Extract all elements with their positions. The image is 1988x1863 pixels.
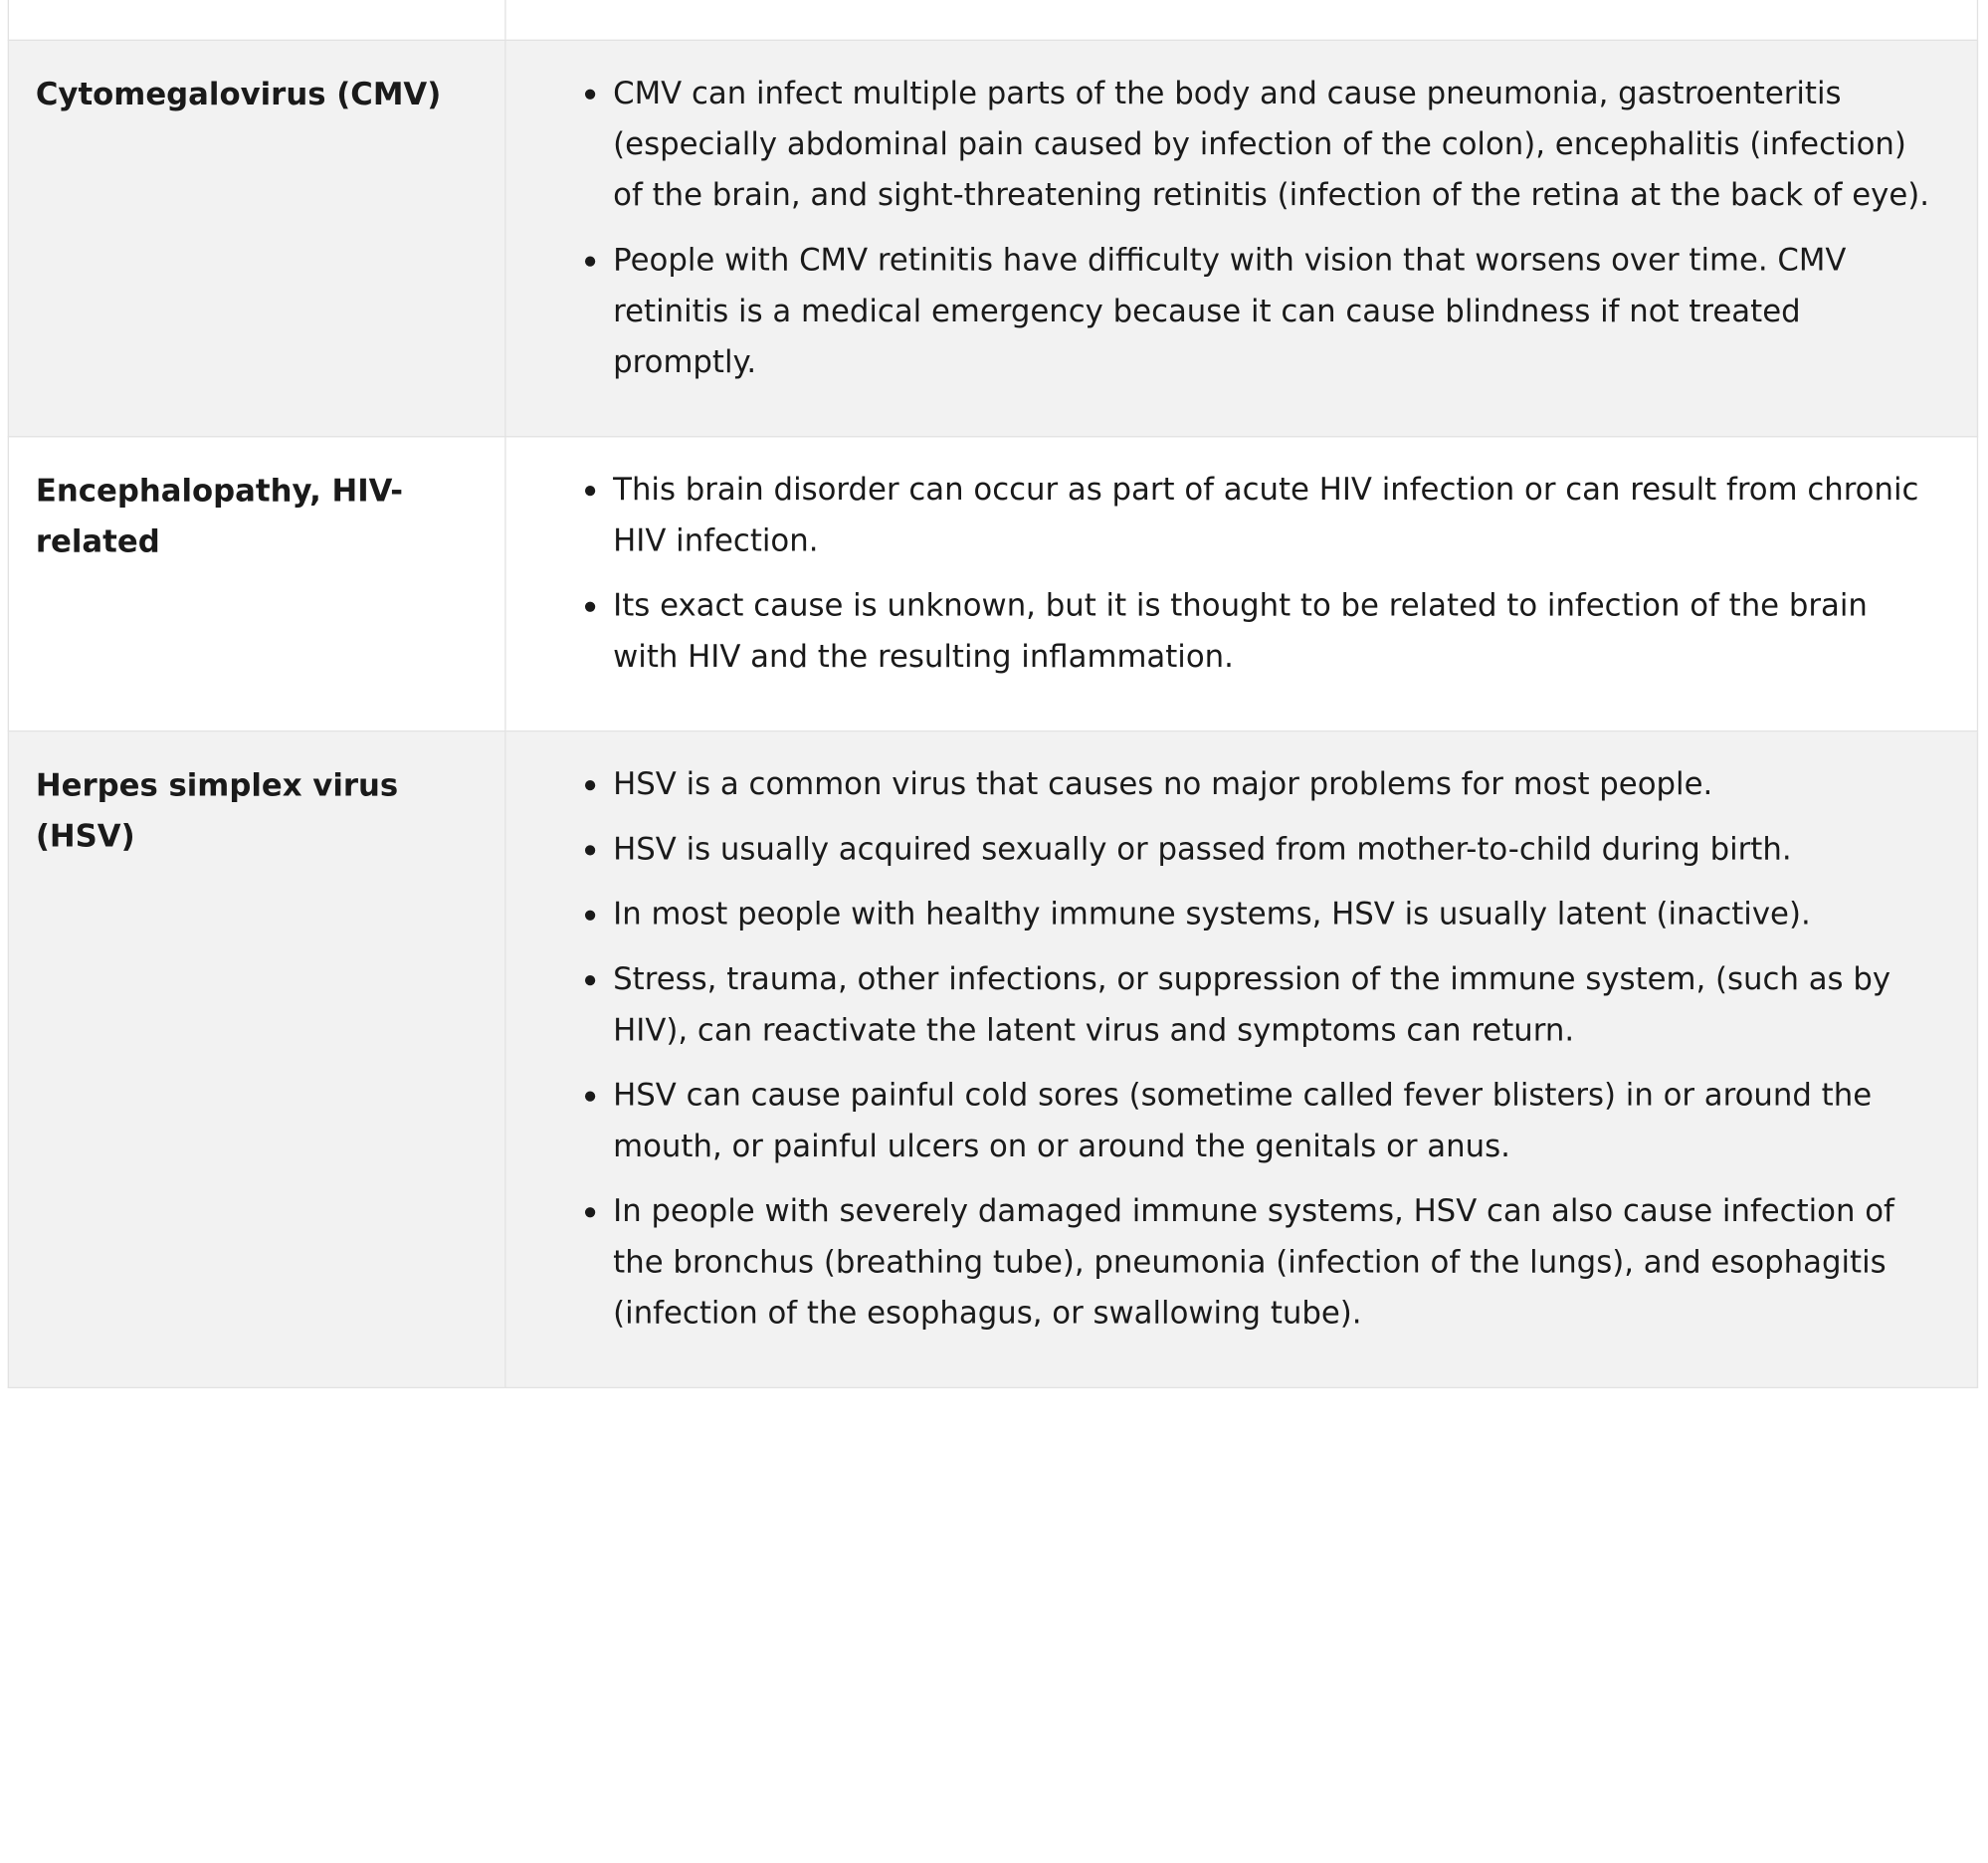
conditions-table [8, 0, 1978, 1388]
bullet-text: CMV can infect multiple parts of the body and cause pneumonia, gastroenteritis (especially abdominal pain caused by infection of the colon), encephalitis (infection) of the brain, and sight-threatening retinitis (infection of the retina at the back of eye). [613, 75, 1930, 213]
bullet-text: HSV is usually acquired sexually or passed from mother-to-child during birth. [613, 831, 1792, 868]
table-row-previous [8, 0, 1977, 40]
bullet-icon [585, 975, 595, 985]
bullet-text: People with CMV retinitis have difficulty with vision that worsens over time. CMV retinitis is a medical emergency because it can cause blindness if not treated promptly. [613, 242, 1847, 380]
list-item [613, 824, 1938, 875]
list-item [613, 68, 1938, 221]
bullet-icon [585, 845, 595, 855]
bullet-icon [585, 1092, 595, 1102]
table-row-encephalopathy [8, 437, 1977, 731]
list-item [613, 758, 1938, 809]
bullet-icon [585, 911, 595, 921]
table-cell-previous-name [8, 0, 505, 40]
list-item [613, 953, 1938, 1055]
table-cell-previous-description [505, 0, 1978, 40]
condition-description [505, 437, 1978, 731]
bullet-icon [585, 90, 595, 100]
bullet-icon [585, 256, 595, 266]
list-item [613, 580, 1938, 682]
list-item [613, 464, 1938, 565]
bullet-list [506, 68, 1939, 388]
list-item [613, 1070, 1938, 1171]
list-item [613, 889, 1938, 939]
bullet-icon [585, 602, 595, 612]
bullet-text: HSV is a common virus that causes no major problems for most people. [613, 765, 1713, 802]
table-row-hsv [8, 731, 1977, 1388]
bullet-list [506, 758, 1939, 1339]
table-row-cmv [8, 40, 1977, 436]
list-item [613, 1185, 1938, 1339]
condition-description [505, 40, 1978, 436]
condition-name: Encephalopathy, HIV-related [8, 437, 505, 731]
condition-description [505, 731, 1978, 1388]
bullet-text: In most people with healthy immune systems, HSV is usually latent (inactive). [613, 896, 1811, 932]
bullet-text: Its exact cause is unknown, but it is thought to be related to infection of the brain with HIV and the resulting inflammation. [613, 587, 1868, 675]
bullet-icon [585, 1207, 595, 1217]
condition-name: Herpes simplex virus (HSV) [8, 731, 505, 1388]
bullet-text: In people with severely damaged immune systems, HSV can also cause infection of the bronchus (breathing tube), pneumonia (infection of the lungs), and esophagitis (infection of the esophagus, or swallowing tube). [613, 1193, 1894, 1332]
bullet-text: HSV can cause painful cold sores (sometime called fever blisters) in or around the mouth, or painful ulcers on or around the genitals or anus. [613, 1077, 1873, 1164]
bullet-list [506, 464, 1939, 682]
bullet-text: This brain disorder can occur as part of acute HIV infection or can result from chronic HIV infection. [613, 471, 1919, 559]
bullet-icon [585, 780, 595, 790]
list-item [613, 235, 1938, 388]
bullet-icon [585, 486, 595, 496]
bullet-text: Stress, trauma, other infections, or suppression of the immune system, (such as by HIV), can reactivate the latent virus and symptoms can return. [613, 960, 1891, 1048]
condition-name: Cytomegalovirus (CMV) [8, 40, 505, 436]
